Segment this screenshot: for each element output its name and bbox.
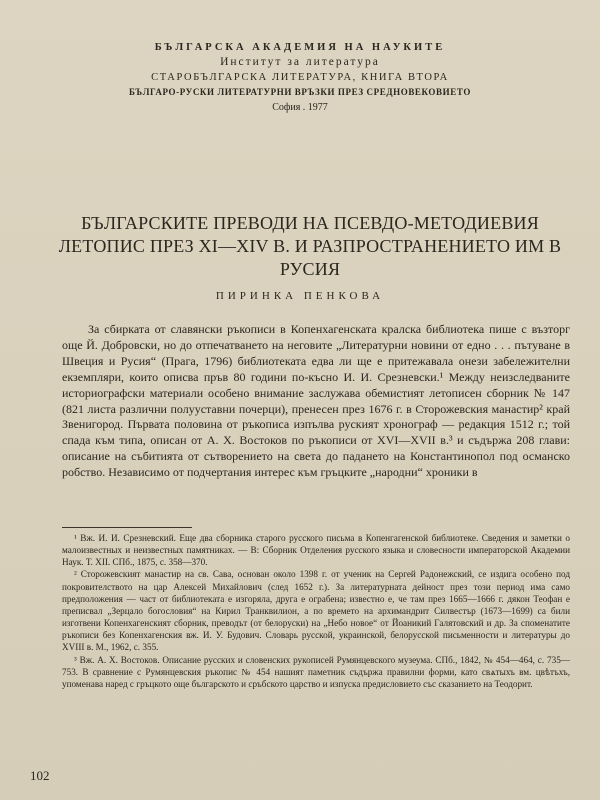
footnotes — [62, 532, 570, 690]
body-paragraph: За сбирката от славянски ръкописи в Копенхагенската кралска библиотека пише с възторг още Й. Добровски, но до отпечатването на неговите „Литературни новини от едно . . . пътуване в Швеция и Русия“ (Прага, 1796) библиотеката едва ли ще е притежавала онези забележителни екземпляри, които описва пръв 80 години по-късно И. И. Срезневски.¹ Между неизследваните историографски материали особено внимание заслужава обемистият летописен сборник № 147 (821 листа различни полууставни почерци), пренесен през 1676 г. в Сторожевския манастир² край Звенигород. Първата половина от ръкописа изпълва руският хронограф — редакция 1512 г.; той спада към типа, описан от А. Х. Востоков по ръкописи от XVI—XVII в.³ и съдържа 208 глави: описание на събитията от сътворението на света до падането на Константинопол под османско робство. Независимо от подчертания интерес към гръцките „народни“ хроники в — [62, 322, 570, 480]
place-year: София . 1977 — [272, 102, 328, 113]
footnote-2: ² Сторожевският манастир на св. Сава, основан около 1398 г. от ученик на Сергей Радонежский, се издига особено под покровителството на цар Алексей Михайлович (след 1652 г.). За литературната дейност през този период има само предположения — част от библиотеката е изгоряла, друга е ограбена; известно е, че там през 1665—1666 г. дякон Теофан е преписвал „Зерцало богословия“ на Кирил Транквилион, а по времето на архимандрит Силвестър (1673—1699) са били изготвени Копенхагенският сборник, преводът (от белоруски) на „Небо новое“ от Йоаникий Галятовский и др. За споменатите ръкописи без Копенхагенския вж. И. У. Будович. Словарь русской, украинской, белорусской письменности и литературы до XVIII в. М., 1962, с. 355. — [62, 569, 570, 653]
academy-name: БЪЛГАРСКА АКАДЕМИЯ НА НАУКИТЕ — [154, 42, 446, 53]
footnote-3: ³ Вж. А. Х. Востоков. Описание русских и словенских рукописей Румянцевского музеума. СПб., 1842, № 454—464, с. 735—753. В сравнение с Румянцевския ръкопис № 454 нашият паметник съдържа правилни форми, като свѧтыхъ вм. цвѣтъхъ, упоменава наред с гръцкото още българското и сръбското царство и изпуска предисловието със сказанието на Теодорит. — [62, 654, 570, 689]
article-title: БЪЛГАРСКИТЕ ПРЕВОДИ НА ПСЕВДО-МЕТОДИЕВИЯ ЛЕТОПИС ПРЕЗ XI—XIV В. И РАЗПРОСТРАНЕНИЕТО ИМ В РУСИЯ — [58, 213, 562, 279]
volume-title: БЪЛГАРО-РУСКИ ЛИТЕРАТУРНИ ВРЪЗКИ ПРЕЗ СРЕДНОВЕКОВИЕТО — [129, 87, 471, 97]
institute-name: Институт за литература — [220, 56, 380, 68]
footnote-divider — [62, 527, 192, 528]
article-author: ПИРИНКА ПЕНКОВА — [215, 290, 385, 302]
page-header — [0, 40, 600, 115]
footnote-1: ¹ Вж. И. И. Срезневский. Еще два сборника старого русского письма в Копенгагенской библиотеке. Сведения и заметки о малоизвестных и неизвестных памятниках. — В: Сборник Отделения русского языка и словесности императорской Академии Наук. Т. XII. СПб., 1875, с. 358—370. — [62, 533, 570, 568]
page-number: 102 — [30, 768, 50, 783]
series-title: СТАРОБЪЛГАРСКА ЛИТЕРАТУРА, КНИГА ВТОРА — [151, 72, 449, 83]
